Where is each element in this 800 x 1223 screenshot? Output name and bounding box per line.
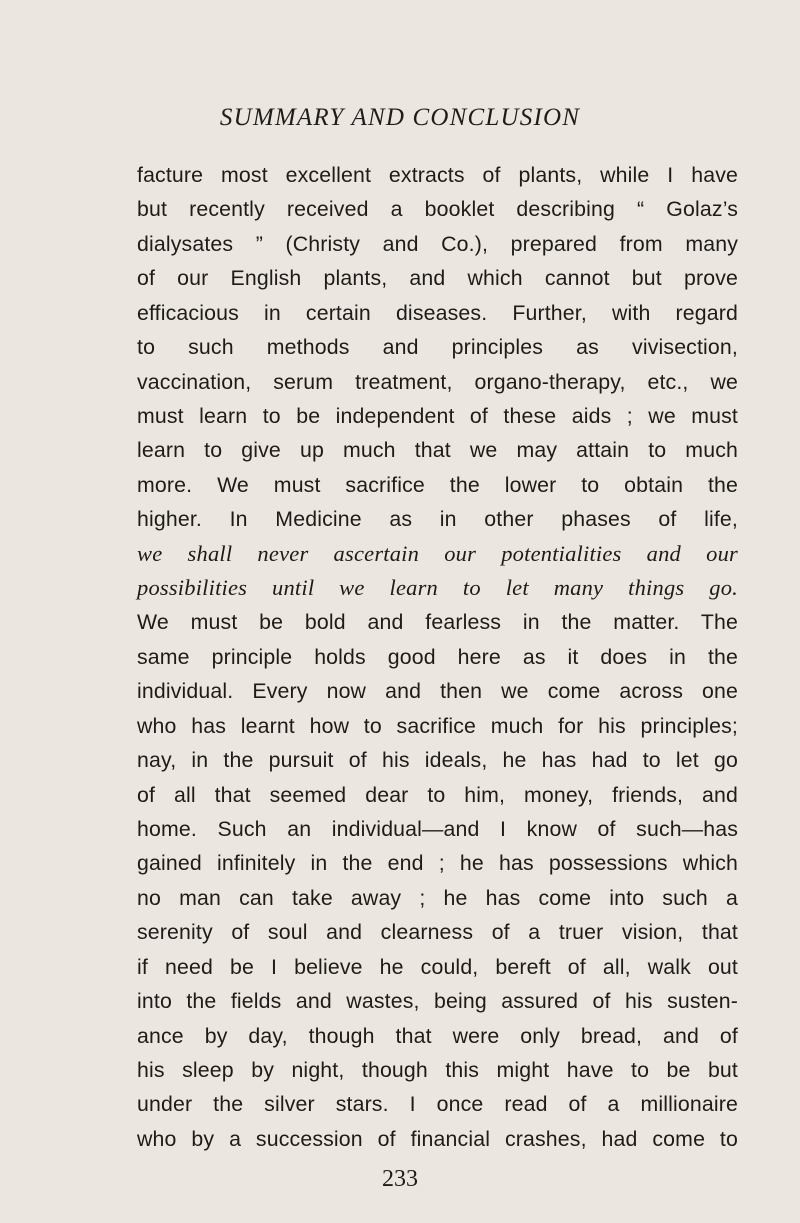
text-line: efficacious in certain diseases. Further, with regard [137,300,738,325]
text-line: ance by day, though that were only bread, and of [137,1023,738,1048]
running-head: SUMMARY AND CONCLUSION [219,104,581,131]
text-line: under the silver stars. I once read of a millionaire [137,1092,738,1117]
italic-text-line: we shall never ascertain our potentialities and our [137,540,738,566]
text-line: We must be bold and fearless in the matter. The [137,610,738,635]
text-line: higher. In Medicine as in other phases of life, [137,507,738,532]
text-line: more. We must sacrifice the lower to obtain the [137,472,738,497]
text-line: who has learnt how to sacrifice much for his principles; [137,713,738,738]
text-line: to such methods and principles as vivisection, [137,335,738,360]
text-line: no man can take away ; he has come into such a [137,885,738,910]
text-line: learn to give up much that we may attain to much [137,438,738,463]
text-line: dialysates ” (Christy and Co.), prepared from many [137,231,738,256]
text-line: if need be I believe he could, bereft of all, walk out [137,954,738,979]
text-line: home. Such an individual—and I know of such—has [137,817,738,842]
text-line: must learn to be independent of these aids ; we must [137,403,738,428]
text-line: individual. Every now and then we come across one [137,679,738,704]
text-line: facture most excellent extracts of plants, while I have [137,163,738,187]
text-line: serenity of soul and clearness of a truer vision, that [137,920,738,945]
body-text [137,158,738,1156]
text-line: but recently received a booklet describing “ Golaz’s [137,197,738,222]
italic-text-line: possibilities until we learn to let many things go. [137,575,738,601]
text-line: who by a succession of financial crashes, had come to [137,1126,738,1151]
text-line: vaccination, serum treatment, organo-therapy, etc., we [137,369,738,394]
text-line: into the fields and wastes, being assured of his susten- [137,989,738,1014]
page-number: 233 [382,1166,418,1192]
text-line: gained infinitely in the end ; he has possessions which [137,851,738,876]
text-line: nay, in the pursuit of his ideals, he has had to let go [137,748,738,773]
text-line: of our English plants, and which cannot but prove [137,266,738,291]
text-line: same principle holds good here as it does in the [137,644,738,669]
text-line: his sleep by night, though this might have to be but [137,1057,738,1082]
text-line: of all that seemed dear to him, money, friends, and [137,782,738,807]
